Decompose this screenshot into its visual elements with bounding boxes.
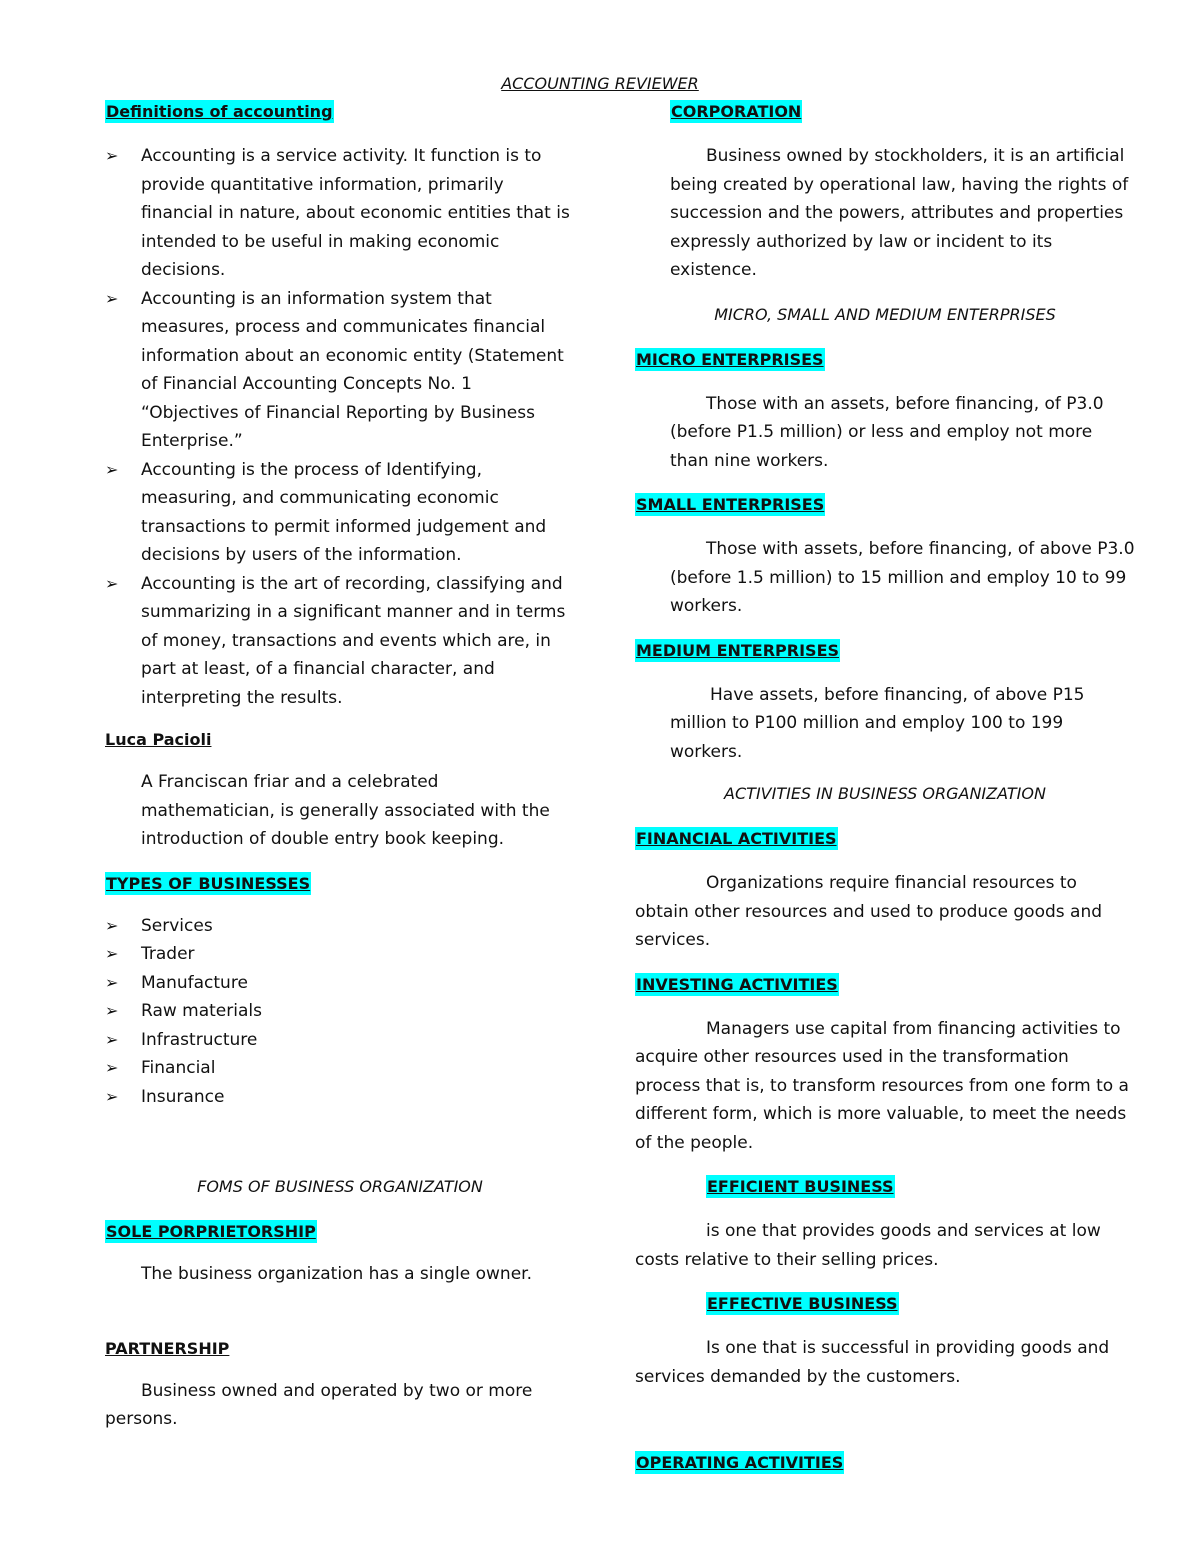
efficient-business-text: is one that provides goods and services at low costs relative to their selling prices. (635, 1221, 1101, 1270)
arrow-bullet-icon: ➢ (105, 944, 119, 963)
efficient-business-heading: EFFICIENT BUSINESS (707, 1177, 894, 1196)
list-item: ➢ Manufacture (105, 969, 575, 998)
list-item: ➢ Trader (105, 940, 575, 969)
list-item: ➢ Accounting is the process of Identifying, measuring, and communicating economic transactions to permit informed judgement and decisions by users of the information. (105, 456, 575, 570)
types-heading: TYPES OF BUSINESSES (106, 873, 311, 893)
financial-activities-text: Organizations require financial resources to obtain other resources and used to produce goods and services. (635, 873, 1103, 950)
arrow-bullet-icon: ➢ (105, 1001, 119, 1020)
arrow-bullet-icon: ➢ (105, 1058, 119, 1077)
msme-heading: MICRO, SMALL AND MEDIUM ENTERPRISES (714, 304, 1056, 324)
list-item: ➢ Insurance (105, 1083, 575, 1112)
list-item: ➢ Raw materials (105, 997, 575, 1026)
partnership-heading: PARTNERSHIP (105, 1338, 230, 1358)
medium-enterprises-text: Have assets, before financing, of above P15 million to P100 million and employ 100 to 199 workers. (670, 684, 1085, 762)
left-column (105, 98, 575, 1434)
list-item: ➢ Accounting is an information system that measures, process and communicates financial information about an economic entity (Statement of Financial Accounting Concepts No. 1 “Objectives of Financial Reporting by Business Enterprise.” (105, 285, 575, 456)
list-item: ➢ Infrastructure (105, 1026, 575, 1055)
forms-heading: FOMS OF BUSINESS ORGANIZATION (197, 1177, 483, 1196)
financial-activities-heading: FINANCIAL ACTIVITIES (636, 829, 837, 848)
effective-business-text: Is one that is successful in providing goods and services demanded by the customers. (635, 1338, 1110, 1387)
document-title: ACCOUNTING REVIEWER (501, 74, 699, 93)
definitions-heading: Definitions of accounting (106, 102, 333, 121)
medium-enterprises-heading: MEDIUM ENTERPRISES (636, 640, 840, 660)
arrow-bullet-icon: ➢ (105, 1086, 119, 1106)
right-column (635, 98, 1135, 1477)
definitions-list (105, 142, 575, 712)
investing-activities-heading: INVESTING ACTIVITIES (636, 974, 838, 994)
micro-enterprises-text: Those with an assets, before financing, of P3.0 (before P1.5 million) or less and employ not more than nine workers. (670, 393, 1104, 471)
types-list (105, 912, 575, 1112)
sole-proprietorship-heading: SOLE PORPRIETORSHIP (106, 1222, 316, 1241)
list-item: ➢ Accounting is the art of recording, classifying and summarizing in a significant manner and in terms of money, transactions and events which are, in part at least, of a financial character, and interpreting the results. (105, 570, 575, 713)
arrow-bullet-icon: ➢ (105, 972, 119, 992)
list-item: ➢ Financial (105, 1054, 575, 1083)
small-enterprises-text: Those with assets, before financing, of above P3.0 (before 1.5 million) to 15 million and employ 10 to 99 workers. (670, 539, 1135, 616)
arrow-bullet-icon: ➢ (105, 146, 119, 165)
list-item: ➢ Accounting is a service activity. It function is to provide quantitative information, primarily financial in nature, about economic entities that is intended to be useful in making economic decisions. (105, 142, 575, 285)
list-item: ➢ Services (105, 912, 575, 941)
arrow-bullet-icon: ➢ (105, 1029, 119, 1049)
micro-enterprises-heading: MICRO ENTERPRISES (636, 349, 824, 369)
activities-heading: ACTIVITIES IN BUSINESS ORGANIZATION (724, 784, 1046, 803)
effective-business-heading: EFFECTIVE BUSINESS (707, 1294, 898, 1313)
arrow-bullet-icon: ➢ (105, 459, 119, 479)
small-enterprises-heading: SMALL ENTERPRISES (636, 495, 825, 514)
pacioli-text: A Franciscan friar and a celebrated mathematician, is generally associated with the introduction of double entry book keeping. (141, 772, 550, 849)
pacioli-heading: Luca Pacioli (105, 730, 212, 749)
operating-activities-heading: OPERATING ACTIVITIES (636, 1453, 844, 1472)
arrow-bullet-icon: ➢ (105, 573, 119, 593)
investing-activities-text: Managers use capital from financing activities to acquire other resources used in the transformation process that is, to transform resources from one form to a different form, which is more valuable, to meet the needs of the people. (635, 1018, 1129, 1153)
arrow-bullet-icon: ➢ (105, 288, 119, 308)
corporation-heading: CORPORATION (671, 102, 802, 121)
corporation-text: Business owned by stockholders, it is an artificial being created by operational law, having the rights of succession and the powers, attributes and properties expressly authorized by law or incident to its existence. (670, 146, 1129, 280)
sole-proprietorship-text: The business organization has a single owner. (141, 1264, 532, 1284)
arrow-bullet-icon: ➢ (105, 915, 119, 935)
partnership-text: Business owned and operated by two or more persons. (105, 1380, 533, 1429)
